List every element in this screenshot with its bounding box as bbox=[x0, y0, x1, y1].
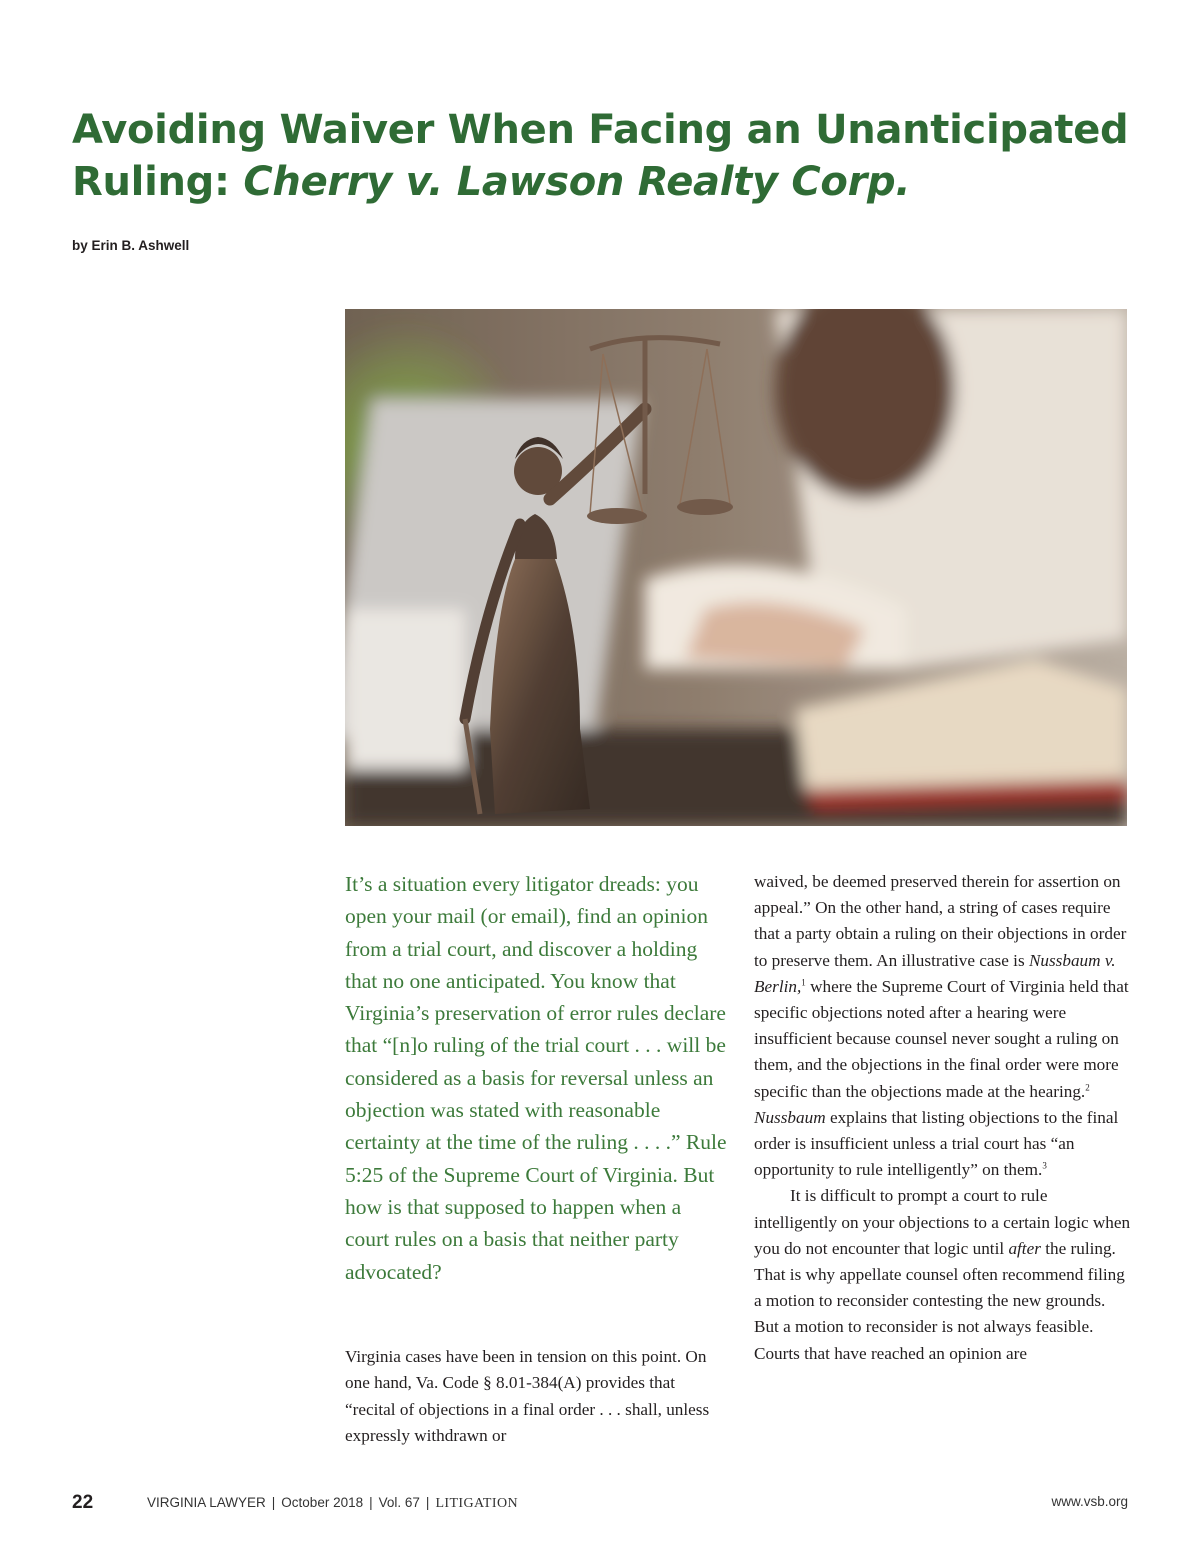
issue-date: October 2018 bbox=[281, 1495, 364, 1510]
footnote-ref-1[interactable]: 1 bbox=[801, 977, 806, 988]
title-case-name: Cherry v. Lawson Realty Corp. bbox=[243, 159, 911, 205]
hero-image bbox=[345, 309, 1127, 826]
volume: Vol. 67 bbox=[378, 1495, 420, 1510]
lady-justice-illustration bbox=[345, 309, 1127, 826]
text-run: where the Supreme Court of Virginia held that specific objections noted after a hearing were insufficient because counsel never sought a ruling on them, and the objections in the final order were more specific than the objections made at the hearing. bbox=[754, 976, 1129, 1101]
title-line-2-prefix: Ruling: bbox=[72, 159, 244, 205]
article-title bbox=[72, 104, 1132, 208]
emphasis-after: after bbox=[1008, 1238, 1041, 1258]
text-run: the ruling. That is why appellate counsel often recommend filing a motion to reconsider contesting the new grounds. But a motion to reconsider is not always feasible. Courts that have reached an opinion are bbox=[754, 1238, 1125, 1363]
title-line-1: Avoiding Waiver When Facing an Unanticipated bbox=[72, 107, 1129, 153]
byline: by Erin B. Ashwell bbox=[72, 238, 190, 253]
case-citation-nussbaum-berlin: Nussbaum v. Berlin, bbox=[754, 950, 1116, 996]
body-column-2-paragraph-1 bbox=[754, 869, 1134, 1183]
body-column-2 bbox=[754, 869, 1134, 1367]
footnote-ref-3[interactable]: 3 bbox=[1042, 1160, 1047, 1171]
text-run: It is difficult to prompt a court to rule intelligently on your objections to a certain logic when you do not encounter that logic until bbox=[754, 1186, 1131, 1258]
pull-quote: It’s a situation every litigator dreads: you open your mail (or email), find an opinion from a trial court, and discover a holding that no one anticipated. You know that Virginia’s preservation of error rules declare that “[n]o ruling of the trial court . . . will be considered as a basis for reversal unless an objection was stated with reasonable certainty at the time of the ruling . . . .” Rule 5:25 of the Supreme Court of Virginia. But how is that supposed to happen when a court rules on a basis that neither party advocated? bbox=[345, 872, 727, 1284]
body-column-2-paragraph-2 bbox=[754, 1183, 1134, 1366]
footnote-ref-2[interactable]: 2 bbox=[1085, 1081, 1090, 1092]
website-url[interactable]: www.vsb.org bbox=[1051, 1494, 1128, 1509]
page-number: 22 bbox=[72, 1492, 94, 1513]
text-run: waived, be deemed preserved therein for assertion on appeal.” On the other hand, a string of cases require that a party obtain a ruling on their objections in order to preserve them. An illustrative case is bbox=[754, 872, 1127, 970]
footer-separator: | bbox=[369, 1495, 373, 1510]
publication-info bbox=[147, 1495, 518, 1512]
text-run: explains that listing objections to the final order is insufficient unless a trial court has “an opportunity to rule intelligently” on them. bbox=[754, 1107, 1119, 1180]
footer-separator: | bbox=[271, 1495, 276, 1510]
publication-name: VIRGINIA LAWYER bbox=[147, 1495, 266, 1510]
body-column-1-paragraph: Virginia cases have been in tension on this point. On one hand, Va. Code § 8.01-384(A) provides that “recital of objections in a final order . . . shall, unless expressly withdrawn or bbox=[345, 1347, 710, 1445]
footer-separator: | bbox=[425, 1495, 430, 1510]
page-footer bbox=[72, 1492, 1128, 1516]
section-name: LITIGATION bbox=[435, 1496, 518, 1511]
case-citation-nussbaum: Nussbaum bbox=[754, 1107, 826, 1127]
